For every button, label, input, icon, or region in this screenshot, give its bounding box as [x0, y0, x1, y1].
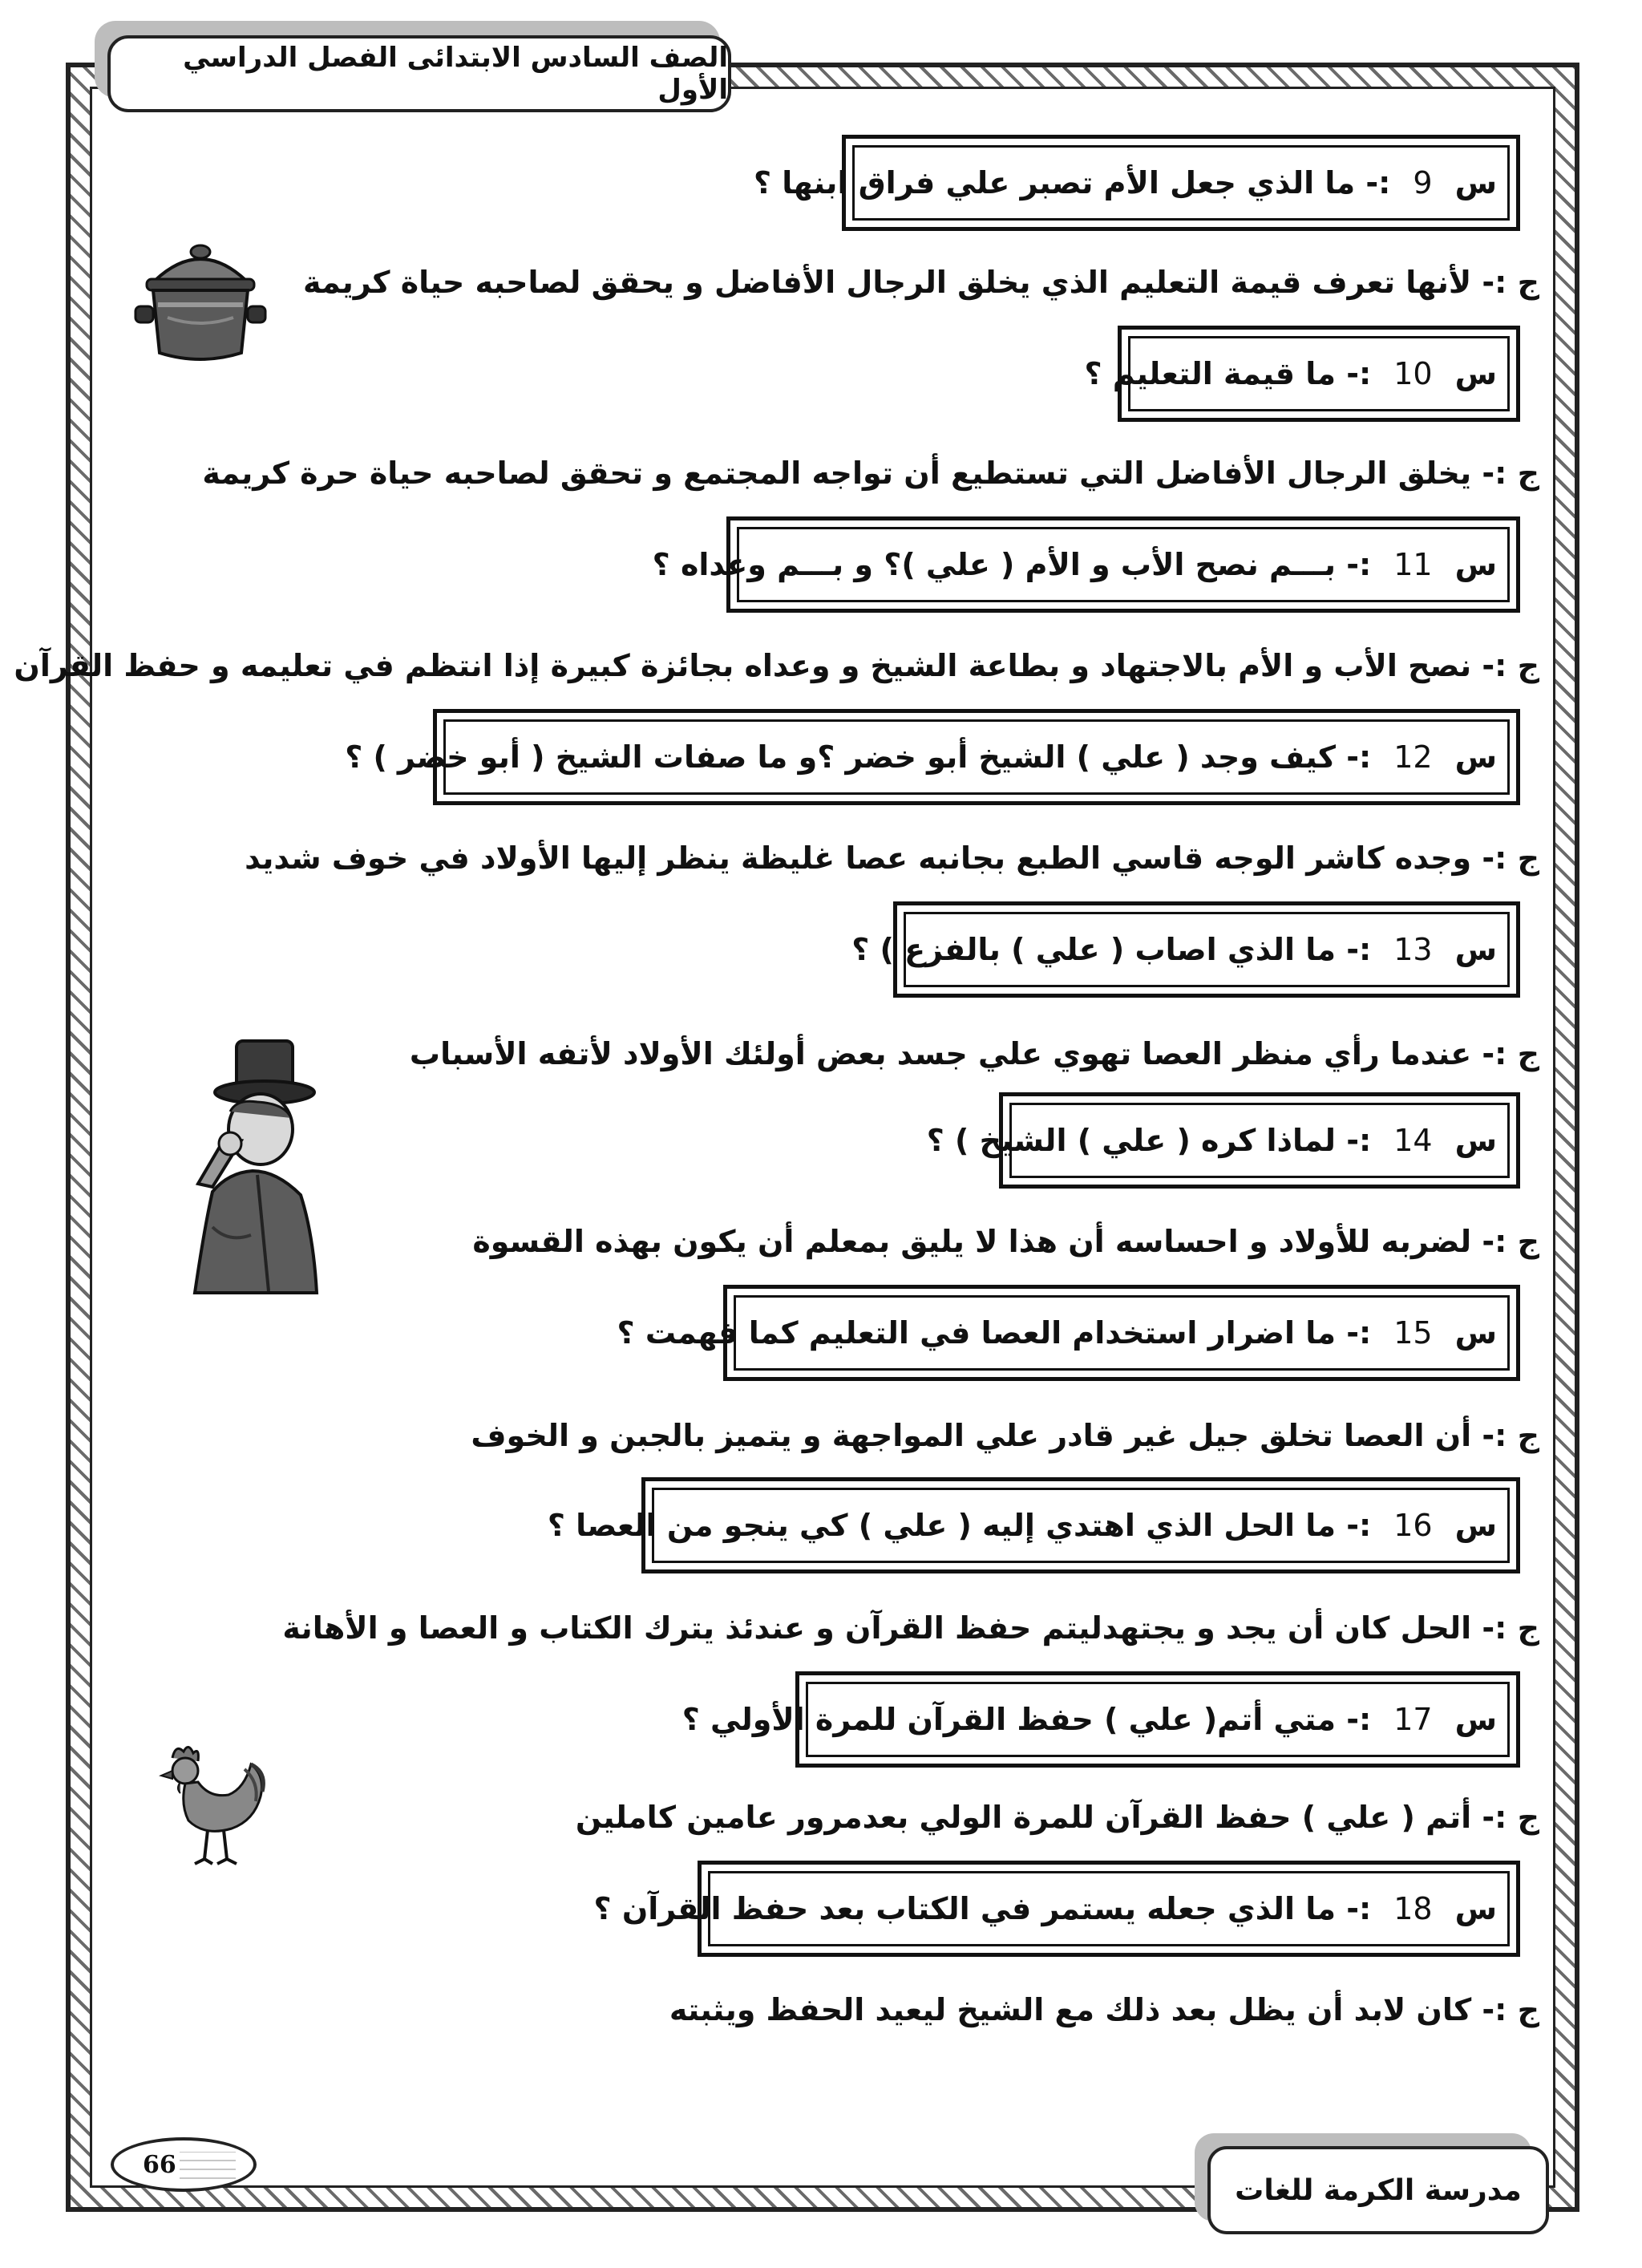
question-text: ما الذي اصاب ( علي ) بالفزع ) ؟ [851, 932, 1336, 967]
question-box [547, 1477, 1520, 1573]
question-text: بـــم نصح الأب و الأم ( علي )؟ و بـــم وعداه ؟ [652, 547, 1336, 582]
question-label: س [1454, 1508, 1497, 1543]
question-label: س [1454, 739, 1497, 775]
header-title: الصف السادس الابتدائى الفصل الدراسي الأول [183, 42, 728, 106]
question-box [617, 1285, 1520, 1381]
brick-pattern [180, 2152, 236, 2179]
question-label: س [1454, 1123, 1497, 1158]
question-label: س [1454, 932, 1497, 967]
answer-text: ج :- كان لابد أن يظل بعد ذلك مع الشيخ ليعيد الحفظ ويثبته [669, 1992, 1539, 2027]
question-box [1084, 326, 1520, 422]
answer-text: ج :- عندما رأي منظر العصا تهوي علي جسد بعض أولئك الأولاد لأتفه الأسباب [409, 1036, 1539, 1071]
rooster-icon [148, 1740, 269, 1869]
question-box [926, 1092, 1520, 1189]
question-text: لماذا كره ( علي ) الشيخ ) ؟ [926, 1123, 1336, 1158]
question-separator: :- [1346, 547, 1372, 582]
page-number: 66 [143, 2150, 176, 2179]
question-text: ما الذي جعله يستمر في الكتاب بعد حفظ القرآن ؟ [593, 1891, 1336, 1926]
question-number: 11 [1393, 547, 1433, 582]
question-box [754, 135, 1520, 231]
answer-text: ج :- أن العصا تخلق جيل غير قادر علي المواجهة و يتميز بالجبن و الخوف [471, 1418, 1539, 1453]
cooking-pot-icon [132, 241, 269, 369]
question-text: ما اضرار استخدام العصا في التعليم كما فهمت ؟ [617, 1315, 1336, 1351]
answer-text: ج :- يخلق الرجال الأفاضل التي تستطيع أن تواجه المجتمع و تحقق لصاحبه حياة حرة كريمة [202, 456, 1539, 491]
question-number: 16 [1393, 1508, 1433, 1543]
question-text: ما قيمة التعليم ؟ [1084, 356, 1336, 391]
answer-text: ج :- وجده كاشر الوجه قاسي الطبع بجانبه عصا غليظة ينظر إليها الأولاد في خوف شديد [245, 840, 1539, 876]
question-text: متي أتم( علي ) حفظ القرآن للمرة الأولي ؟ [681, 1702, 1336, 1737]
question-text: كيف وجد ( علي ) الشيخ أبو خضر ؟و ما صفات الشيخ ( أبو خضر ) ؟ [345, 739, 1336, 775]
question-separator: :- [1346, 932, 1372, 967]
question-text: ما الحل الذي اهتدي إليه ( علي ) كي ينجو من العصا ؟ [547, 1508, 1336, 1543]
question-label: س [1454, 165, 1497, 200]
answer-text: ج :- لأنها تعرف قيمة التعليم الذي يخلق الرجال الأفاضل و يحقق لصاحبه حياة كريمة [302, 265, 1539, 300]
question-text: ما الذي جعل الأم تصبر علي فراق ابنها ؟ [754, 165, 1356, 200]
question-separator: :- [1346, 1891, 1372, 1926]
school-name: مدرسة الكرمة للغات [1235, 2173, 1522, 2207]
question-box [593, 1861, 1520, 1957]
question-number: 13 [1393, 932, 1433, 967]
question-separator: :- [1365, 165, 1391, 200]
question-number: 17 [1393, 1702, 1433, 1737]
page-number-badge [111, 2137, 257, 2192]
school-name-label [1207, 2146, 1549, 2234]
question-number: 15 [1393, 1315, 1433, 1351]
question-number: 14 [1393, 1123, 1433, 1158]
question-box [681, 1671, 1520, 1768]
question-label: س [1454, 1891, 1497, 1926]
boy-with-horn-icon [180, 1035, 333, 1299]
question-separator: :- [1346, 1315, 1372, 1351]
question-box [851, 901, 1520, 998]
question-label: س [1454, 1702, 1497, 1737]
question-label: س [1454, 356, 1497, 391]
question-box [652, 516, 1520, 613]
question-box [345, 709, 1520, 805]
answer-text: ج :- أتم ( علي ) حفظ القرآن للمرة الولي بعدمرور عامين كاملين [575, 1800, 1539, 1835]
question-number: 12 [1393, 739, 1433, 775]
question-label: س [1454, 547, 1497, 582]
question-number: 18 [1393, 1891, 1433, 1926]
question-label: س [1454, 1315, 1497, 1351]
question-separator: :- [1346, 1702, 1372, 1737]
answer-text: ج :- الحل كان أن يجد و يجتهدليتم حفظ القرآن و عندئذ يترك الكتاب و العصا و الأهانة [282, 1610, 1539, 1646]
question-separator: :- [1346, 1123, 1372, 1158]
question-number: 9 [1413, 165, 1433, 200]
question-separator: :- [1346, 739, 1372, 775]
answer-text: ج :- لضربه للأولاد و احساسه أن هذا لا يليق بمعلم أن يكون بهذه القسوة [472, 1224, 1539, 1259]
question-separator: :- [1346, 1508, 1372, 1543]
answer-text: ج :- نصح الأب و الأم بالاجتهاد و بطاعة الشيخ و وعداه بجائزة كبيرة إذا انتظم في تعليمه و حفظ القرآن [14, 648, 1539, 683]
question-separator: :- [1346, 356, 1372, 391]
question-number: 10 [1393, 356, 1433, 391]
